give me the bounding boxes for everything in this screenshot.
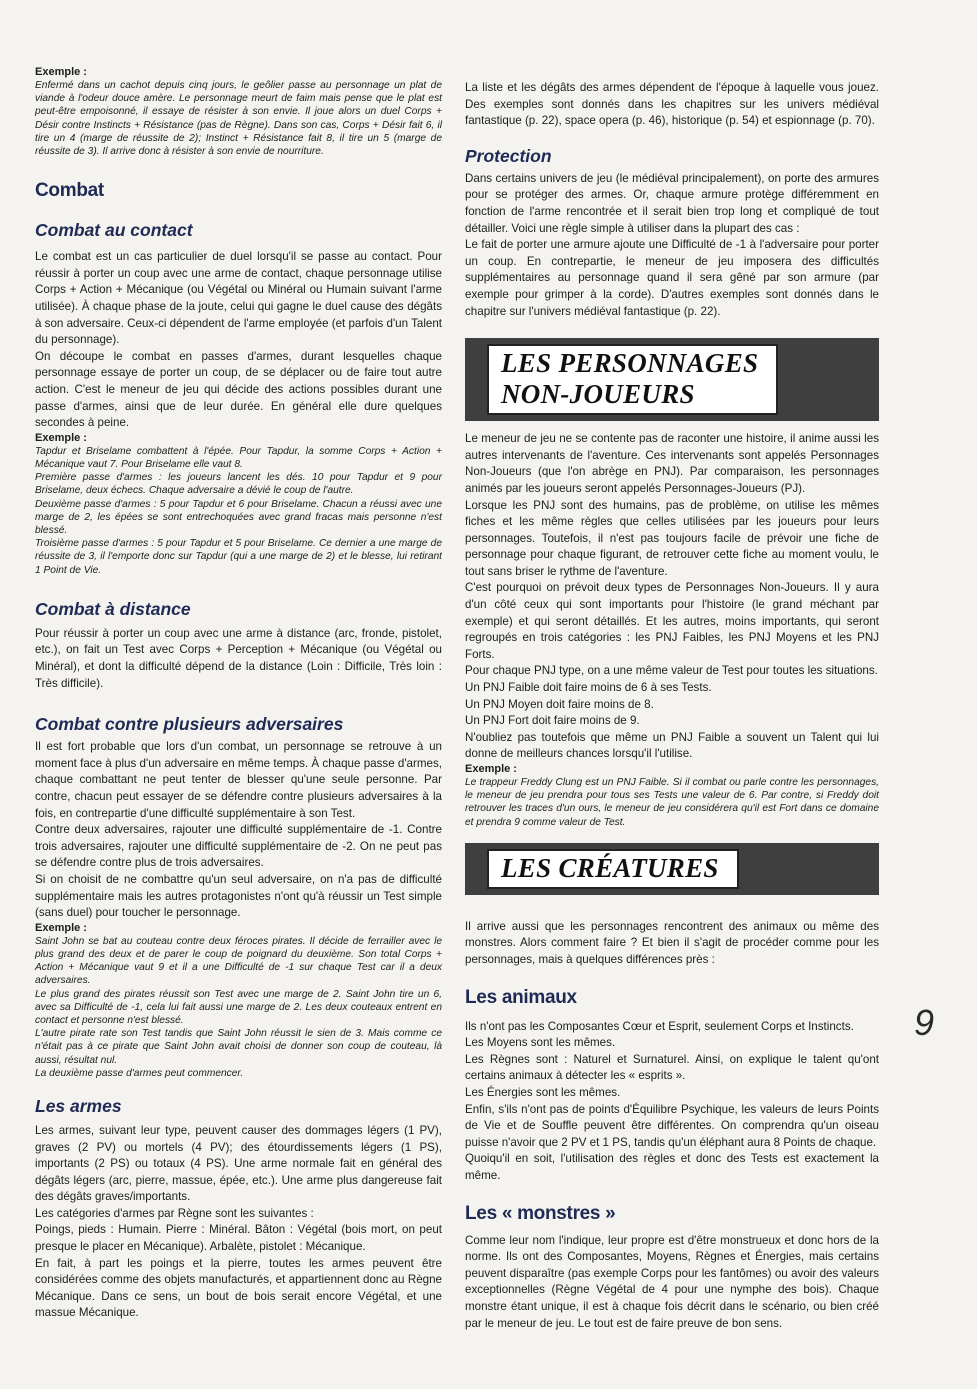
paragraph: C'est pourquoi on prévoit deux types de Personnages Non-Joueurs. Il y aura d'un côté ceux qui sont importants pour l'histoire (le grand méchant par exemple) et qui seront détaillés. Et les autres, moins importants, qui seront regroupés en trois catégories : les PNJ Faibles, les PNJ Moyens et les PNJ Forts. [465,581,879,661]
paragraph: Le combat est un cas particulier de duel lorsqu'il se passe au contact. Pour réussir à porter un coup avec une arme de contact, chaque personnage utilise Corps + Action + Mécanique (ou Végétal ou Minéral ou Humain suivant l'arme utilisée). À chaque phase de la joute, celui qui gagne le duel cause des dégâts à son adversaire. Ceux-ci dépendent de l'arme employée (et parfois d'un Talent du personnage). [35,250,443,347]
example-text: Le plus grand des pirates réussit son Test avec une marge de 2. Saint John tire un 6, avec sa Difficulté de -1, cela lui fait aussi une marge de 2. Les deux couteaux entrent en contact et personne n'est blessé. [35,988,442,1026]
subsection-title-multi: Combat contre plusieurs adversaires [35,714,344,735]
section-title-animaux: Les animaux [465,986,577,1008]
paragraph: Il est fort probable que lors d'un combat, un personnage se retrouve à un moment face à plus d'un adversaire en même temps. À chaque passe d'armes, chaque combattant ne peut tenter de blesser qu'une seule personne. Par contre, chacun peut essayer de se défendre contre plusieurs adversaires à la fois, en contrepartie d'une difficulté supplémentaire à son Test. [35,740,442,820]
example-label: Exemple : [35,921,87,934]
banner-pnj [465,338,879,421]
subsection-title-contact: Combat au contact [35,220,193,241]
paragraph: Un PNJ Moyen doit faire moins de 8. [465,697,654,711]
paragraph: Les Énergies sont les mêmes. [465,1085,621,1099]
paragraph: Les catégories d'armes par Règne sont les suivantes : [35,1206,314,1220]
example-text: Enfermé dans un cachot depuis cinq jours, le geôlier passe au personnage un plat de viande à l'odeur douce amère. Le personnage meurt de faim mais pense que le plat est peut-être empoisonné, il essaye de résister à son envie. Il joue alors un duel Corps + Désir contre Instincts + Résistance (pas de Règne). Dans son cas, Corps + Désir fait 6, il tire un 4 (marge de réussite de 2); Instinct + Résistance fait 8, il tire un 5 (marge de réussite de 3). Il arrive donc à résister à son envie de nourriture. [35,80,442,158]
paragraph: Les Règnes sont : Naturel et Surnaturel. Ainsi, on explique le talent qu'ont certains animaux à détecter les « esprits ». [465,1052,879,1083]
paragraph: Pour réussir à porter un coup avec une arme à distance (arc, fronde, pistolet, etc.), on fait un Test avec Corps + Perception + Mécanique (ou Végétal ou Minéral), et dont la difficulté dépend de la distance (Loin : Difficile, Très loin : Très difficile). [35,626,442,690]
paragraph: Le meneur de jeu ne se contente pas de raconter une histoire, il anime aussi les autres intervenants de l'aventure. Ces intervenants sont appelés Personnages Non-Joueurs (que l'on abrège en PNJ). Par comparaison, les personnages animés par les joueurs seront appelés Personnages-Joueurs (PJ). [465,432,879,495]
subsection-title-protection: Protection [465,145,552,166]
paragraph: Contre deux adversaires, rajouter une difficulté supplémentaire de -1. Contre trois adversaires, rajouter une difficulté supplémentaire de -2. On ne peut pas se défendre contre plus de trois adversaires. [35,823,442,870]
paragraph: Quoiqu'il en soit, l'utilisation des règles et donc des Tests est exactement la même. [465,1152,879,1182]
example-text: Saint John se bat au couteau contre deux féroces pirates. Il décide de ferrailler avec le plus grand des deux et de parer le coup de poignard du deuxième. Son total Corps + Action + Mécanique vaut 9 et il a une Difficulté de -1 sur chaque Test car il a deux adversaires. [35,935,442,987]
banner-creatures-text: LES CRÉATURES [501,852,719,883]
paragraph: En fait, à part les poings et la pierre, toutes les armes peuvent être considérées comme des objets manufacturés, et appartiennent donc au Règne Mécanique. Dans ce sens, un bout de bois serait encore Végétal, et une massue Mécanique. [35,1256,442,1320]
paragraph: Dans certains univers de jeu (le médiéval principalement), on porte des armures pour se protéger des armes. Or, chaque armure protège différemment en fonction de l'arme rencontrée et il serait bien trop long et compliqué de tout détailler. Voici une règle simple à utiliser dans la plupart des cas : [465,171,879,235]
paragraph: Pour chaque PNJ type, on a une même valeur de Test pour toutes les situations. [465,664,878,678]
example-label: Exemple : [465,763,517,775]
right-column [465,80,879,1332]
paragraph: Comme leur nom l'indique, leur propre est d'être monstrueux et donc hors de la norme. Ils ont des Composantes, Moyens, Règnes et Énergies, mais certains peuvent disparaître (pas exemple Corps pour les fantômes) ou avoir des valeurs exceptionnelles (Règne Végétal de 4 pour une nymphe des bois). Chaque monstre étant unique, il est à chaque fois décrit dans le scénario, ou bien créé par le meneur de jeu. Le tout est de faire preuve de bon sens. [465,1233,879,1330]
example-label: Exemple : [35,66,87,78]
paragraph: Ils n'ont pas les Composantes Cœur et Esprit, seulement Corps et Instincts. [465,1019,854,1033]
left-column [35,66,442,1322]
banner-creatures-box [487,849,739,889]
example-text: La deuxième passe d'armes peut commencer. [35,1067,244,1079]
example-label: Exemple : [35,431,87,444]
subsection-title-distance: Combat à distance [35,598,191,619]
paragraph: Les Moyens sont les mêmes. [465,1036,616,1050]
paragraph: On découpe le combat en passes d'armes, durant lesquelles chaque personnage essaye de porter un coup, de se déplacer ou de faire tout autre action. C'est le meneur de jeu qui décide des actions possibles durant une passe d'armes, ainsi que de leur durée. En général elle dure quelques secondes à peine. [35,349,442,430]
example-text: L'autre pirate rate son Test tandis que Saint John réussit le sien de 3. Mais comme ce n'était pas à ce pirate que Saint John avait choisi de donner son coup de couteau, là aussi, résultat nul. [35,1028,442,1066]
example-text: Deuxième passe d'armes : 5 pour Tapdur et 6 pour Briselame. Chacun a réussi avec une marge de 2, les épées se sont entrechoquées avec grand fracas mais personne n'est blessé. [35,498,442,536]
section-title-combat: Combat [35,180,104,202]
example-text: Le trappeur Freddy Clung est un PNJ Faible. Si il combat ou parle contre les personnages, le meneur de jeu prendra pour tous ses Tests une valeur de 6. Par contre, si Freddy doit retrouver les traces d'un ours, le meneur de jeu considérera qu'il est Fort dans ce domaine et prendra 9 comme valeur de Test. [465,777,879,828]
paragraph: Il arrive aussi que les personnages rencontrent des animaux ou même des monstres. Alors comment faire ? Et bien il s'agit de procéder comme pour les personnages, mais à quelques différences près : [465,919,879,966]
paragraph: Un PNJ Fort doit faire moins de 9. [465,714,640,728]
example-text: Première passe d'armes : les joueurs lancent les dés. 10 pour Tapdur et 9 pour Briselame, deux échecs. Chaque adversaire a dévié le coup de l'autre. [35,472,442,497]
banner-pnj-line2: NON-JOUEURS [501,379,695,410]
banner-pnj-line1: LES PERSONNAGES [501,348,759,379]
section-title-monstres: Les « monstres » [465,1202,616,1224]
paragraph: La liste et les dégâts des armes dépendent de l'époque à laquelle vous jouez. Des exemples sont donnés dans les chapitres sur les univers médiéval fantastique (p. 22), space opera (p. 46), historique (p. 54) et espionnage (p. 70). [465,81,879,128]
paragraph: Poings, pieds : Humain. Pierre : Minéral. Bâton : Végétal (bois mort, on peut presque le placer en Mécanique). Arbalète, pistolet : Mécanique. [35,1223,442,1254]
example-text: Tapdur et Briselame combattent à l'épée. Pour Tapdur, la somme Corps + Action + Mécanique vaut 7. Pour Briselame elle vaut 8. [35,445,442,470]
paragraph: Lorsque les PNJ sont des humains, pas de problème, on utilise les mêmes fiches et les même règles que celles utilisées par les joueurs pour leurs personnages. Toutefois, il n'est pas toujours facile de prévoir une fiche de personnage pour chaque figurant, de retrouver cette fiche au moment voulu, le tout sans briser le rythme de l'aventure. [465,498,879,578]
subsection-title-armes: Les armes [35,1095,122,1116]
page-number: 9 [914,1002,935,1043]
paragraph: N'oubliez pas toutefois que même un PNJ Faible a souvent un Talent qui lui donne de meilleurs chances lorsqu'il l'utilise. [465,730,879,761]
paragraph: Enfin, s'ils n'ont pas de points d'Équilibre Psychique, les valeurs de leurs Points de Vie et de Souffle peuvent être différentes. On comprendra qu'un oiseau puisse n'avoir que 2 PV et 1 PS, tandis qu'un éléphant aura 8 Points de chaque. [465,1102,879,1149]
banner-creatures [465,843,879,895]
example-text: Troisième passe d'armes : 5 pour Tapdur et 5 pour Briselame. Ce dernier a une marge de réussite de 3, il l'emporte donc sur Tapdur (qui a une marge de 2) et le blesse, lui retirant 1 Point de Vie. [35,538,442,576]
banner-pnj-box [487,344,778,415]
paragraph: Si on choisit de ne combattre qu'un seul adversaire, on n'a pas de difficulté supplémentaire mais les autres protagonistes n'ont qu'à réussir un Test simple (sans duel) pour toucher le personnage. [35,872,442,920]
paragraph: Les armes, suivant leur type, peuvent causer des dommages légers (1 PV), graves (2 PV) ou mortels (4 PV); des étourdissements légers (1 PS), importants (2 PS) ou totaux (4 PS). Une arme normale fait en général des dégâts légers (arc, pierre, massue, épée, etc.). Une arme plus dangereuse fait des dégâts graves/importants. [35,1123,442,1204]
paragraph: Un PNJ Faible doit faire moins de 6 à ses Tests. [465,681,712,695]
paragraph: Le fait de porter une armure ajoute une Difficulté de -1 à l'adversaire pour porter un coup. En contrepartie, le meneur de jeu imposera des difficultés supplémentaires au personnage quand il sera gêné par son armure (par exemple pour grimper à la corde). D'autres exemples sont donnés dans le chapitre sur l'univers médiéval fantastique (p. 22). [465,238,879,318]
